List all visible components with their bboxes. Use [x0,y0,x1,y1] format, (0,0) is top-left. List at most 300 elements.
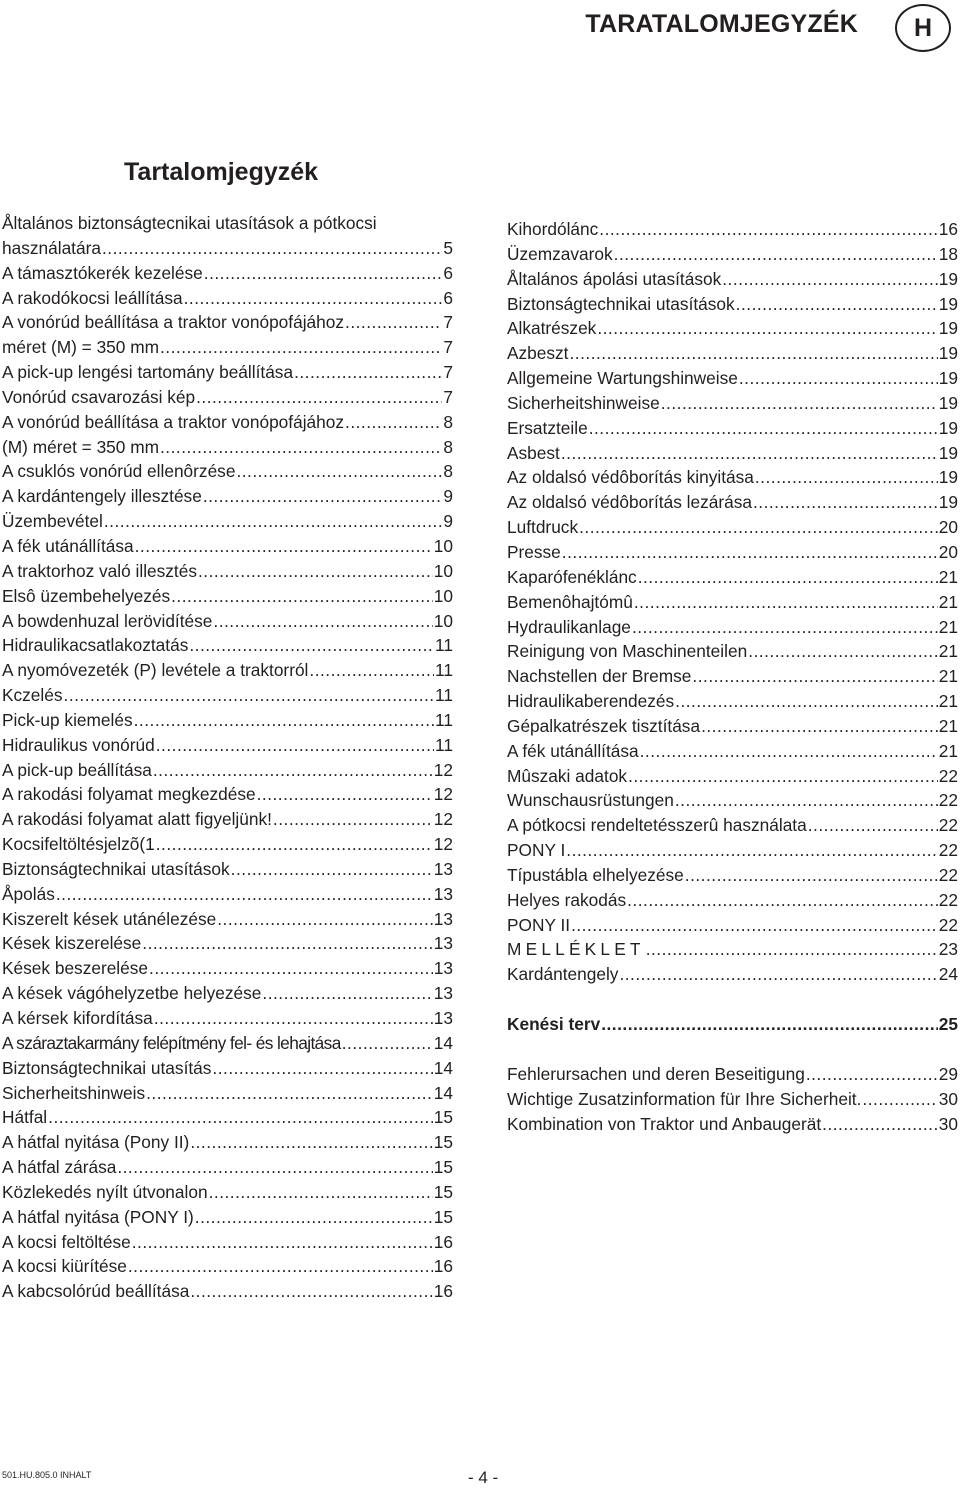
toc-entry-page: 15 [433,1181,453,1202]
toc-left-list [2,236,453,1304]
toc-leader-dots [646,937,938,962]
toc-leader-dots [160,435,442,460]
toc-entry-page: 22 [938,840,958,861]
toc-leader-dots [692,664,937,689]
toc-leader-dots [806,1062,938,1087]
toc-entry-page: 15 [433,1206,453,1227]
toc-entry [507,1012,958,1037]
toc-entry [507,664,958,689]
toc-entry [507,937,958,962]
toc-entry-title: A vonórúd beállítása a traktor vonópofájához [2,312,345,333]
toc-entry [2,459,453,484]
toc-entry-title: A fék utánállítása [2,535,134,556]
toc-entry-title: Kések kiszerelése [2,933,142,954]
toc-entry-title: Hátfal [2,1107,48,1128]
toc-entry-title: PONY I [507,840,566,861]
toc-entry-title: A pick-up lengési tartomány beállítása [2,362,294,383]
toc-entry [507,962,958,987]
toc-entry [2,584,453,609]
toc-entry [507,391,958,416]
toc-entry-page: 30 [938,1088,958,1109]
toc-leader-dots [171,584,433,609]
toc-leader-dots [135,534,433,559]
toc-entry-page: 14 [433,1032,453,1053]
toc-entry [507,714,958,739]
toc-leader-dots [160,335,442,360]
toc-entry [2,1254,453,1279]
toc-entry [507,1087,958,1112]
toc-entry-page: 5 [443,237,453,258]
toc-leader-dots [231,857,433,882]
toc-entry [2,286,453,311]
toc-leader-dots [345,310,442,335]
toc-entry [2,559,453,584]
toc-entry-title: A csuklós vonórúd ellenôrzése [2,461,236,482]
toc-entry-page: 12 [433,834,453,855]
toc-entry-title: A bowdenhuzal lerövidítése [2,610,213,631]
toc-leader-dots [561,441,938,466]
toc-entry [507,764,958,789]
toc-leader-dots [236,459,442,484]
toc-entry-title: Kenési terv [507,1014,601,1035]
toc-entry-title: Wunschausrüstungen [507,790,674,811]
toc-entry-title: A rakodókocsi leállítása [2,287,183,308]
toc-leader-dots [579,515,938,540]
toc-entry-page: 24 [938,964,958,985]
toc-entry-page: 16 [938,219,958,239]
toc-leader-dots [822,1112,938,1137]
toc-leader-dots [739,366,938,391]
toc-entry-page: 23 [938,939,958,960]
toc-entry-title: A traktorhoz való illesztés [2,560,197,581]
toc-leader-dots [134,708,434,733]
toc-entry-title: Üzembevétel [2,511,103,532]
toc-leader-dots [213,609,432,634]
toc-entry-title: Asbest [507,442,560,463]
toc-entry-title: Alkatrészek [507,318,597,339]
toc-entry-page: 6 [443,287,453,308]
toc-entry [2,335,453,360]
toc-entry [507,590,958,615]
toc-entry-title: Biztonságtechnikai utasítások [507,293,735,314]
toc-entry-title: A kocsi feltöltése [2,1231,131,1252]
toc-leader-dots [198,559,433,584]
toc-entry-title: Elsô üzembehelyezés [2,585,171,606]
toc-entry [507,788,958,813]
toc-entry [2,435,453,460]
toc-entry [2,1031,453,1056]
toc-entry-title: használatára [2,237,101,258]
toc-entry-title: Sicherheitshinweis [2,1082,146,1103]
toc-entry [507,689,958,714]
toc-entry [2,360,453,385]
toc-leader-dots [48,1105,433,1130]
toc-leader-dots [56,882,433,907]
toc-entry-page: 14 [433,1057,453,1078]
toc-entry [2,609,453,634]
toc-entry-title: Kardántengely [507,964,619,985]
toc-entry [507,316,958,341]
toc-entry [507,490,958,515]
toc-entry-title: A kérsek kifordítása [2,1008,153,1028]
toc-entry-title: Sicherheitshinweise [507,392,660,413]
toc-leader-dots [212,1056,432,1081]
toc-leader-dots [748,639,938,664]
toc-entry [2,1279,453,1304]
toc-entry-page: 30 [938,1113,958,1134]
toc-leader-dots [209,1180,433,1205]
toc-entry-title: Kczelés [2,685,63,706]
toc-entry-title: Biztonságtechnikai utasítás [2,1057,212,1078]
toc-entry-page: 13 [433,958,453,979]
language-badge: H [895,4,951,52]
toc-entry [2,683,453,708]
toc-leader-dots [184,286,443,311]
toc-entry-page: 7 [443,337,453,358]
toc-leader-dots [196,385,442,410]
toc-leader-dots [627,888,938,913]
toc-leader-dots [190,1279,432,1304]
toc-entry [507,242,958,267]
toc-entry-page: 10 [433,560,453,581]
toc-entry-page: 15 [433,1107,453,1128]
toc-entry-title: Hidraulikacsatlakoztatás [2,635,189,656]
toc-leader-dots [117,1155,432,1180]
toc-entry-title: A vonórúd beállítása a traktor vonópofájához [2,411,345,432]
toc-entry-page: 16 [433,1256,453,1277]
toc-entry-page: 18 [938,243,958,264]
toc-entry-title: Kaparófenéklánc [507,566,637,587]
toc-leader-dots [257,782,433,807]
toc-entry-title: MELLÉKLET [507,939,645,960]
toc-entry-page: 7 [443,362,453,383]
toc-leader-dots [722,267,938,292]
toc-entry [507,366,958,391]
toc-entry [2,1130,453,1155]
toc-entry-title: Kocsifeltöltésjelzõ(1 [2,834,155,855]
toc-entry-page: 16 [433,1231,453,1252]
toc-entry [2,1006,453,1031]
toc-entry-page: 11 [435,635,453,656]
toc-entry-title: A rakodási folyamat megkezdése [2,784,256,805]
toc-entry-title: Allgemeine Wartungshinweise [507,368,738,389]
toc-entry-page: 22 [938,790,958,811]
toc-entry-page: 21 [938,715,958,736]
toc-entry-page: 9 [443,486,453,507]
toc-left-column [2,211,453,1304]
toc-entry-title: Bemenôhajtómû [507,591,633,612]
toc-entry-title: Azbeszt [507,343,569,364]
toc-leader-dots [675,689,938,714]
toc-leader-dots [571,913,938,938]
toc-entry-title: Típustábla elhelyezése [507,864,684,885]
toc-entry [507,465,958,490]
toc-entry [507,863,958,888]
toc-entry [2,832,453,857]
toc-entry-page: 6 [443,262,453,283]
toc-entry-page: 12 [433,784,453,805]
toc-entry-title: A fék utánállítása [507,740,639,761]
toc-leader-dots [294,360,442,385]
toc-entry-title: A hátfal nyitása (Pony II) [2,1132,190,1153]
toc-leader-dots [569,341,937,366]
toc-entry-title: A támasztókerék kezelése [2,262,203,283]
toc-entry [2,931,453,956]
toc-entry-page: 21 [938,740,958,761]
toc-entry-page: 13 [433,908,453,929]
toc-entry-page: 22 [938,765,958,786]
toc-entry-page: 12 [433,759,453,780]
toc-entry-title: méret (M) = 350 mm [2,337,159,358]
toc-entry-title: Ersatzteile [507,417,588,438]
toc-entry-title: Reinigung von Maschinenteilen [507,641,748,662]
toc-entry-title: Åltalános ápolási utasítások [507,268,722,289]
toc-entry-page: 22 [938,889,958,910]
toc-entry-page: 19 [938,442,958,463]
toc-entry-page: 8 [443,411,453,432]
toc-entry-page: 19 [938,492,958,513]
toc-entry [507,739,958,764]
toc-leader-dots [154,1006,433,1031]
toc-entry-page: 11 [435,709,453,730]
toc-leader-dots [640,739,938,764]
toc-entry [2,410,453,435]
toc-leader-dots [632,615,938,640]
toc-entry-page: 22 [938,864,958,885]
toc-entry [507,888,958,913]
toc-entry-title: PONY II [507,914,571,935]
footer-document-id: 501.HU.805.0 INHALT [2,1470,92,1480]
toc-entry-page: 21 [938,591,958,612]
toc-entry-title: Åpolás [2,883,55,904]
toc-right-list [507,217,958,987]
toc-entry [507,217,958,242]
toc-leader-dots [589,416,938,441]
toc-leader-dots [149,956,433,981]
toc-entry-page: 13 [433,983,453,1004]
toc-entry-title: Az oldalsó védôborítás lezárása [507,492,752,513]
toc-entry-title: A kések vágóhelyzetbe helyezése [2,983,262,1004]
toc-entry [507,515,958,540]
toc-entry-page: 19 [938,467,958,488]
toc-entry [2,1180,453,1205]
toc-leader-dots [628,764,938,789]
toc-entry [2,658,453,683]
toc-entry-title: Kombination von Traktor und Anbaugerät [507,1113,822,1134]
toc-leader-dots [204,261,443,286]
toc-entry-page: 12 [433,809,453,830]
toc-entry-title: A rakodási folyamat alatt figyeljünk! [2,809,272,830]
toc-entry [2,385,453,410]
toc-entry [2,882,453,907]
toc-entry-page: 19 [938,417,958,438]
toc-entry [507,416,958,441]
toc-leader-dots [104,509,443,534]
toc-entry [2,782,453,807]
toc-entry-title: Helyes rakodás [507,889,627,910]
toc-leader-dots [142,931,432,956]
toc-entry [507,565,958,590]
toc-entry [507,341,958,366]
toc-leader-dots [132,1230,433,1255]
toc-entry [2,907,453,932]
toc-leader-dots [217,907,433,932]
toc-leader-dots [156,733,434,758]
toc-entry [2,1205,453,1230]
toc-entry [2,1056,453,1081]
toc-entry [2,857,453,882]
toc-leader-dots [203,484,443,509]
toc-entry-title: A száraztakarmány felépítmény fel- és lehajtása [2,1032,341,1053]
toc-entry-page: 10 [433,610,453,631]
toc-leader-dots [755,465,938,490]
toc-entry-page: 10 [433,585,453,606]
toc-leader-dots [153,758,433,783]
toc-entry [2,733,453,758]
toc-entry-title: A kabcsolórúd beállítása [2,1281,190,1302]
toc-entry-title: A kardántengely illesztése [2,486,202,507]
toc-right-tail-list [507,1062,958,1137]
toc-entry-page: 19 [938,268,958,289]
toc-entry-page: 8 [443,436,453,457]
toc-leader-dots [638,565,938,590]
toc-entry-page: 13 [433,858,453,879]
toc-entry-page: 13 [433,883,453,904]
toc-entry-page: 11 [435,734,453,755]
toc-leader-dots [614,242,938,267]
toc-entry-title: Üzemzavarok [507,243,613,264]
toc-entry-page: 7 [443,386,453,407]
toc-leader-dots [753,490,938,515]
toc-leader-dots [862,1087,937,1112]
toc-leader-dots [156,832,433,857]
toc-entry-page: 22 [938,815,958,836]
toc-entry [2,981,453,1006]
toc-entry-page: 16 [433,1281,453,1302]
toc-entry-page: 9 [443,511,453,532]
toc-entry-title: A kocsi kiürítése [2,1256,127,1277]
toc-right-column [507,217,958,1137]
toc-entry-title: Közlekedés nyílt útvonalon [2,1181,208,1202]
toc-entry [2,956,453,981]
toc-leader-dots [309,658,434,683]
toc-entry [2,261,453,286]
toc-entry [507,913,958,938]
toc-leader-dots [190,1130,432,1155]
toc-entry-page: 13 [433,933,453,954]
toc-entry-title: A pótkocsi rendeltetésszerû használata [507,815,807,836]
toc-leader-dots [599,217,937,242]
toc-entry-page: 11 [435,660,453,681]
toc-entry-page: 15 [433,1132,453,1153]
toc-entry [507,639,958,664]
toc-entry-page: 7 [443,312,453,333]
toc-entry-title: Gépalkatrészek tisztítása [507,715,701,736]
toc-entry [2,310,453,335]
toc-leader-dots [128,1254,433,1279]
toc-entry [2,534,453,559]
toc-entry-title: Mûszaki adatok [507,765,628,786]
toc-entry-page: 15 [433,1157,453,1178]
toc-entry-title: Kiszerelt kések utánélezése [2,908,217,929]
toc-leader-dots [195,1205,433,1230]
toc-entry-title: A hátfal zárása [2,1157,117,1178]
toc-leader-dots [64,683,435,708]
toc-entry-title: Hydraulikanlage [507,616,631,637]
toc-entry-title: A hátfal nyitása (PONY I) [2,1206,194,1227]
toc-leader-dots [102,236,442,261]
toc-entry-page: 21 [938,641,958,662]
toc-entry-page: 19 [938,392,958,413]
toc-entry-page: 19 [938,318,958,339]
toc-leader-dots [736,292,938,317]
toc-entry-page: 11 [435,685,453,706]
toc-leader-dots [634,590,938,615]
toc-entry [2,633,453,658]
toc-entry-page: 21 [938,666,958,687]
toc-entry-title: Wichtige Zusatzinformation für Ihre Sicherheit. [507,1088,862,1109]
toc-entry-title: Nachstellen der Bremse [507,666,692,687]
toc-entry-page: 21 [938,691,958,712]
toc-entry-title: Luftdruck [507,517,579,538]
toc-entry [2,484,453,509]
toc-entry-title: Kihordólánc [507,219,599,239]
toc-entry-title: Biztonságtechnikai utasítások [2,858,230,879]
toc-entry [507,1062,958,1087]
toc-entry-title: A pick-up beállítása [2,759,152,780]
toc-entry-page: 20 [938,517,958,538]
toc-leader-dots [262,981,432,1006]
toc-leader-dots [189,633,434,658]
toc-entry-page: 19 [938,368,958,389]
toc-entry [507,540,958,565]
toc-entry [507,267,958,292]
toc-entry [507,838,958,863]
toc-entry [2,1081,453,1106]
toc-entry-title: Hidraulikaberendezés [507,691,675,712]
toc-entry-page: 25 [938,1014,958,1035]
toc-entry-page: 14 [433,1082,453,1103]
toc-entry [2,1155,453,1180]
toc-leader-dots [701,714,938,739]
toc-leader-dots [619,962,937,987]
toc-entry-page: 13 [433,1008,453,1028]
toc-entry-page: 29 [938,1064,958,1084]
toc-entry-page: 21 [938,566,958,587]
toc-entry [507,813,958,838]
toc-entry [2,1230,453,1255]
toc-leader-dots [342,1031,433,1056]
toc-entry-title: Hidraulikus vonórúd [2,734,155,755]
toc-bold-section [507,1012,958,1037]
toc-entry [2,236,453,261]
toc-entry [507,1112,958,1137]
toc-entry-page: 10 [433,535,453,556]
toc-gap [507,987,958,1012]
page-number: - 4 - [468,1468,499,1487]
toc-entry-title: Vonórúd csavarozási kép [2,386,196,407]
toc-entry-title: Presse [507,541,561,562]
toc-entry-page: 19 [938,293,958,314]
toc-entry-title: Az oldalsó védôborítás kinyitása [507,467,754,488]
toc-leader-dots [685,863,938,888]
toc-entry [507,292,958,317]
toc-leader-dots [808,813,938,838]
toc-entry-page: 8 [443,461,453,482]
toc-entry-title: Pick-up kiemelés [2,709,133,730]
toc-leader-dots [146,1081,433,1106]
toc-entry-page: 21 [938,616,958,637]
